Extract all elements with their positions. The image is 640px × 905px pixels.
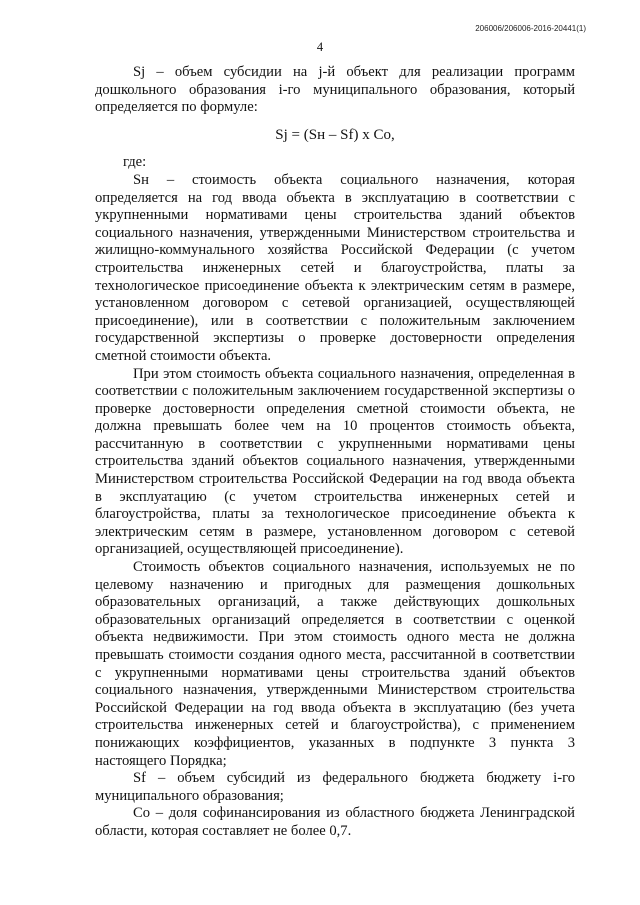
formula: Sj = (Sн – Sf) x Co,	[275, 126, 395, 143]
paragraph-co-definition: Co – доля софинансирования из областного бюджета Ленинградской области, которая составляет не более 0,7.	[95, 805, 575, 839]
where-label: где:	[123, 154, 147, 171]
paragraph-sn-definition: Sн – стоимость объекта социального назначения, которая определяется на год ввода объекта в эксплуатацию в соответствии с укрупненными нормативами цены строительства зданий объектов социального назначения, утвержденными Министерством строительства и жилищно-коммунального хозяйства Российской Федерации (с учетом строительства инженерных сетей и благоустройства, платы за технологическое присоединение объекта к электрическим сетям в размере, установленном договором с сетевой организацией, осуществляющей присоединение), или в соответствии с положительным заключением государственной экспертизы о проверке достоверности определения сметной стоимости объекта.	[95, 171, 575, 364]
document-body	[95, 64, 575, 841]
paragraph-sf-definition: Sf – объем субсидий из федерального бюджета бюджету i-го муниципального образования;	[95, 770, 575, 804]
document-id: 206006/206006-2016-20441(1)	[475, 24, 586, 33]
paragraph-object-cost: Стоимость объектов социального назначения, используемых не по целевому назначению и пригодных для размещения дошкольных образовательных организаций, а также действующих дошкольных образовательных организаций определяется в соответствии с оценкой объекта недвижимости. При этом стоимость одного места не должна превышать стоимости создания одного места, рассчитанной в соответствии с укрупненными нормативами цены строительства зданий объектов социального назначения, утвержденными Министерством строительства Российской Федерации на год ввода объекта в эксплуатацию (без учета строительства инженерных сетей и благоустройства), с применением понижающих коэффициентов, указанных в подпункте 3 пункта 3 настоящего Порядка;	[95, 559, 575, 769]
page-number: 4	[316, 40, 324, 54]
paragraph-cost-limit: При этом стоимость объекта социального назначения, определенная в соответствии с положительным заключением государственной экспертизы о проверке достоверности определения сметной стоимости объекта, не должна превышать более чем на 10 процентов стоимость объекта, рассчитанную в соответствии с укрупненными нормативами цены строительства зданий объектов социального назначения, утвержденными Министерством строительства Российской Федерации на год ввода объекта в эксплуатацию (с учетом строительства инженерных сетей и благоустройства, платы за технологическое присоединение объекта к электрическим сетям в размере, установленном договором с сетевой организацией, осуществляющей присоединение).	[95, 365, 575, 558]
paragraph-sj-definition: Sj – объем субсидии на j-й объект для реализации программ дошкольного образования i-го муниципального образования, который определяется по формуле:	[95, 64, 575, 116]
